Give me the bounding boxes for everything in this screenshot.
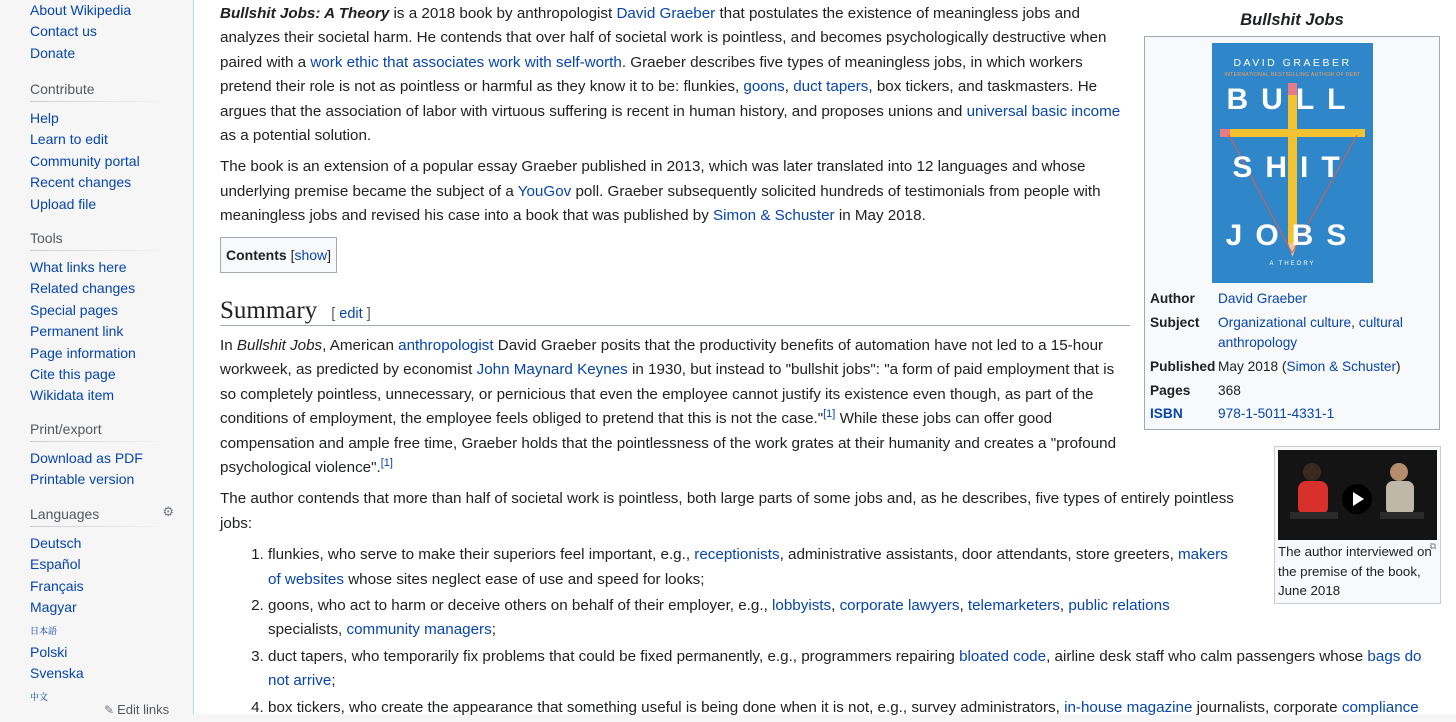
link-bloated-code[interactable]: bloated code [959, 647, 1047, 665]
sidebar-item-contact[interactable]: Contact us [30, 23, 97, 40]
text-run: David Graeber posits that the productivity benefits of automation have not led to a 15-hour workweek, as predicted by economist [220, 337, 1104, 379]
language-magyar[interactable]: Magyar [30, 599, 77, 616]
link-goons[interactable]: goons [743, 78, 785, 96]
sidebar-item-about[interactable]: About Wikipedia [30, 2, 132, 18]
text-run: , [831, 597, 840, 615]
cover-word-1: BULL [1226, 83, 1359, 116]
link-work-ethic[interactable]: work ethic that associates work with self-worth [310, 53, 622, 71]
text-run: , airline desk staff who calm passengers whose [1046, 647, 1368, 665]
infobox-row-author [1150, 289, 1436, 309]
summary-section-heading [220, 294, 1130, 326]
summary-heading: Summary [220, 297, 318, 324]
edit-links[interactable] [104, 702, 169, 717]
link-keynes[interactable]: John Maynard Keynes [476, 361, 628, 379]
sidebar-item-special-pages[interactable]: Special pages [30, 301, 118, 318]
text-run: in 1930, but instead to "bullshit jobs": "a form of paid employment that is so completely pointless, unnecessary, or pernicious that even the employee cannot justify its existence even though, as part of the conditions of employment, the employee feels obliged to pretend that this is not the case." [220, 361, 1115, 428]
link-bags-do-not-arrive[interactable]: bags do not arrive [268, 647, 1422, 690]
language-polski[interactable]: Polski [30, 644, 68, 661]
summary-paragraph-1 [220, 334, 1130, 480]
subject-link-2[interactable]: cultural anthropology [1218, 315, 1403, 350]
cover-word-2: SHIT [1232, 151, 1353, 184]
text-run: ; [491, 621, 496, 639]
text-run: . Graeber describes five types of meaningless jobs, in which workers pretend their role is not as pointless or harmful as they know it to be: flunkies, [220, 53, 1083, 96]
sidebar-item-learn-to-edit[interactable]: Learn to edit [30, 131, 108, 148]
author-label: Author [1150, 291, 1195, 306]
pages-label: Pages [1150, 383, 1191, 398]
link-in-house-magazine[interactable]: in-house magazine [1064, 698, 1193, 716]
italic-title: Bullshit Jobs [236, 337, 323, 354]
summary-paragraph-2: The author contends that more than half of societal work is pointless, both large parts of some jobs and, as he describes, five types of entirely pointless jobs: [220, 490, 1234, 532]
edit-bracket: [ [331, 306, 340, 322]
text-run: , administrative assistants, door attendants, store greeters, [779, 546, 1179, 564]
link-receptionists[interactable]: receptionists [694, 546, 780, 564]
tools-heading: Tools [30, 229, 168, 251]
languages-heading-label: Languages [30, 506, 100, 522]
pencil-icon: ✎ [104, 703, 115, 717]
list-item [268, 696, 1438, 720]
tools-portal [0, 229, 193, 407]
link-anthropologist[interactable]: anthropologist [398, 337, 494, 354]
edit-bracket: ] [362, 306, 371, 322]
subject-separator: , [1351, 315, 1359, 330]
content-area [193, 0, 1456, 714]
text-run: box tickers, who create the appearance that something useful is being done when it is not, e.g., survey administrators, [268, 698, 1065, 716]
sidebar-item-permanent-link[interactable]: Permanent link [30, 323, 124, 340]
contribute-portal [0, 80, 193, 215]
link-community-managers[interactable]: community managers [346, 621, 492, 639]
text-run: , box tickers, and taskmasters. He argues that the association of labor with virtuous suffering is recent in human history, and proposes unions and [220, 78, 1098, 120]
sidebar-item-donate[interactable]: Donate [30, 44, 76, 61]
sidebar-item-printable-version[interactable]: Printable version [30, 471, 135, 488]
publisher-link[interactable]: Simon & Schuster [1286, 359, 1397, 374]
sidebar-item-upload-file[interactable]: Upload file [30, 195, 97, 212]
isbn-label-link[interactable]: ISBN [1150, 406, 1183, 421]
sidebar-item-wikidata-item[interactable]: Wikidata item [30, 387, 115, 404]
article-body [220, 0, 1450, 236]
pages-value: 368 [1218, 383, 1241, 398]
author-link[interactable]: David Graeber [1218, 291, 1308, 306]
link-universal-basic-income[interactable]: universal basic income [966, 102, 1121, 120]
subject-link-1[interactable]: Organizational culture [1218, 315, 1352, 330]
list-item [268, 645, 1438, 694]
published-text-2: ) [1396, 359, 1401, 374]
text-run: journalists, corporate [1192, 698, 1342, 716]
link-public-relations[interactable]: public relations [1068, 597, 1170, 615]
text-run: as a potential solution. [220, 127, 372, 145]
gear-icon[interactable]: ⚙ [162, 504, 174, 519]
text-run: whose sites neglect ease of use and speed for looks; [343, 570, 705, 588]
reference-1b[interactable]: [1] [380, 456, 393, 469]
sidebar-item-what-links-here[interactable]: What links here [30, 259, 127, 275]
toc-bracket: ] [327, 247, 332, 263]
text-run: While these jobs can offer good compensation and ample free time, Graeber holds that the pointlessness of the work grates at their humanity and creates a "profound psychological violence". [220, 410, 1117, 477]
thumb-caption: The author interviewed on the premise of the book, June 2018 [1278, 544, 1432, 598]
sidebar-top-links [0, 0, 131, 64]
link-telemarketers[interactable]: telemarketers [967, 597, 1060, 615]
language-francais[interactable]: Français [30, 577, 84, 594]
cover-subtitle: INTERNATIONAL BESTSELLING AUTHOR OF DEBT [1224, 72, 1361, 78]
languages-heading [30, 504, 174, 527]
text-run: , [1059, 597, 1069, 615]
book-title: Bullshit Jobs: A Theory [220, 5, 390, 22]
enlarge-icon[interactable]: ⧉ [1429, 541, 1436, 551]
toc-show-toggle[interactable]: show [294, 247, 328, 263]
list-item [268, 594, 1188, 643]
table-of-contents [220, 237, 337, 273]
text-run: is a 2018 book by anthropologist [389, 5, 617, 22]
text-run: The book is an extension of a popular essay Graeber published in 2013, which was later translated into 12 languages and whose underlying premise became the subject of a [220, 158, 1086, 200]
text-run: , [959, 597, 968, 615]
link-compliance[interactable]: compliance [1341, 698, 1419, 716]
link-makers-of-websites[interactable]: makers of websites [268, 546, 1228, 588]
list-item [268, 543, 1238, 592]
print-portal [0, 420, 193, 491]
sidebar-item-community-portal[interactable]: Community portal [30, 152, 140, 169]
sidebar [0, 0, 193, 717]
text-run: goons, who act to harm or deceive others on behalf of their employer, e.g., [268, 597, 773, 615]
reference-1[interactable]: [1] [823, 408, 836, 421]
language-japanese[interactable]: 日本語 [30, 625, 58, 636]
sidebar-item-recent-changes[interactable]: Recent changes [30, 174, 132, 191]
text-run: that postulates the existence of meaningless jobs and analyzes their societal harm. He contends that over half of societal work is pointless, and becomes psychologically destructive when paired with a [220, 5, 1107, 71]
link-duct-tapers[interactable]: duct tapers [793, 78, 869, 96]
isbn-link[interactable]: 978-1-5011-4331-1 [1218, 406, 1335, 421]
print-heading: Print/export [30, 420, 168, 442]
edit-links-label: Edit links [117, 702, 170, 717]
text-run: In [220, 337, 237, 354]
link-simon-schuster[interactable]: Simon & Schuster [713, 207, 835, 225]
published-label: Published [1150, 359, 1216, 374]
language-deutsch[interactable]: Deutsch [30, 535, 82, 551]
text-run: specialists, [268, 621, 347, 639]
text-run: ; [331, 672, 336, 690]
subject-label: Subject [1150, 315, 1200, 330]
intro-paragraph-1 [220, 0, 1130, 148]
cover-subtitle-2: A THEORY [1269, 261, 1316, 267]
cover-word-3: JOBS [1225, 219, 1360, 252]
contribute-heading: Contribute [30, 80, 168, 102]
cover-author: DAVID GRAEBER [1233, 57, 1352, 69]
link-lobbyists[interactable]: lobbyists [772, 597, 832, 615]
link-corporate-lawyers[interactable]: corporate lawyers [839, 597, 960, 615]
text-run: in May 2018. [834, 207, 926, 225]
sidebar-item-related-changes[interactable]: Related changes [30, 280, 136, 297]
intro-paragraph-2 [220, 155, 1130, 228]
text-run: flunkies, who serve to make their superiors feel important, e.g., [268, 546, 695, 564]
infobox-caption: Bullshit Jobs [1240, 11, 1344, 29]
section-edit [331, 306, 371, 322]
sidebar-item-page-information[interactable]: Page information [30, 344, 136, 361]
edit-section-link[interactable]: edit [339, 306, 363, 322]
link-david-graeber[interactable]: David Graeber [616, 5, 716, 22]
published-text-1: May 2018 ( [1218, 359, 1287, 374]
text-run: duct tapers, who temporarily fix problems that could be fixed permanently, e.g., programmers repairing [268, 647, 960, 665]
languages-portal [0, 505, 193, 708]
link-yougov[interactable]: YouGov [517, 182, 572, 200]
summary-body [220, 334, 1450, 722]
sidebar-item-help[interactable]: Help [30, 110, 59, 126]
language-svenska[interactable]: Svenska [30, 665, 84, 682]
toc-bracket: [ [290, 247, 295, 263]
text-run: , American [322, 337, 399, 354]
sidebar-item-cite-this-page[interactable]: Cite this page [30, 366, 116, 383]
language-chinese[interactable]: 中文 [30, 691, 49, 702]
sidebar-item-download-pdf[interactable]: Download as PDF [30, 450, 143, 466]
language-espanol[interactable]: Español [30, 556, 81, 573]
text-run: poll. Graeber subsequently solicited hundreds of testimonials from people with meaningless jobs and revised his case into a book that was published by [220, 182, 1101, 225]
text-run: , [784, 78, 794, 96]
toc-title: Contents [226, 247, 287, 263]
job-types-list [220, 543, 1438, 720]
